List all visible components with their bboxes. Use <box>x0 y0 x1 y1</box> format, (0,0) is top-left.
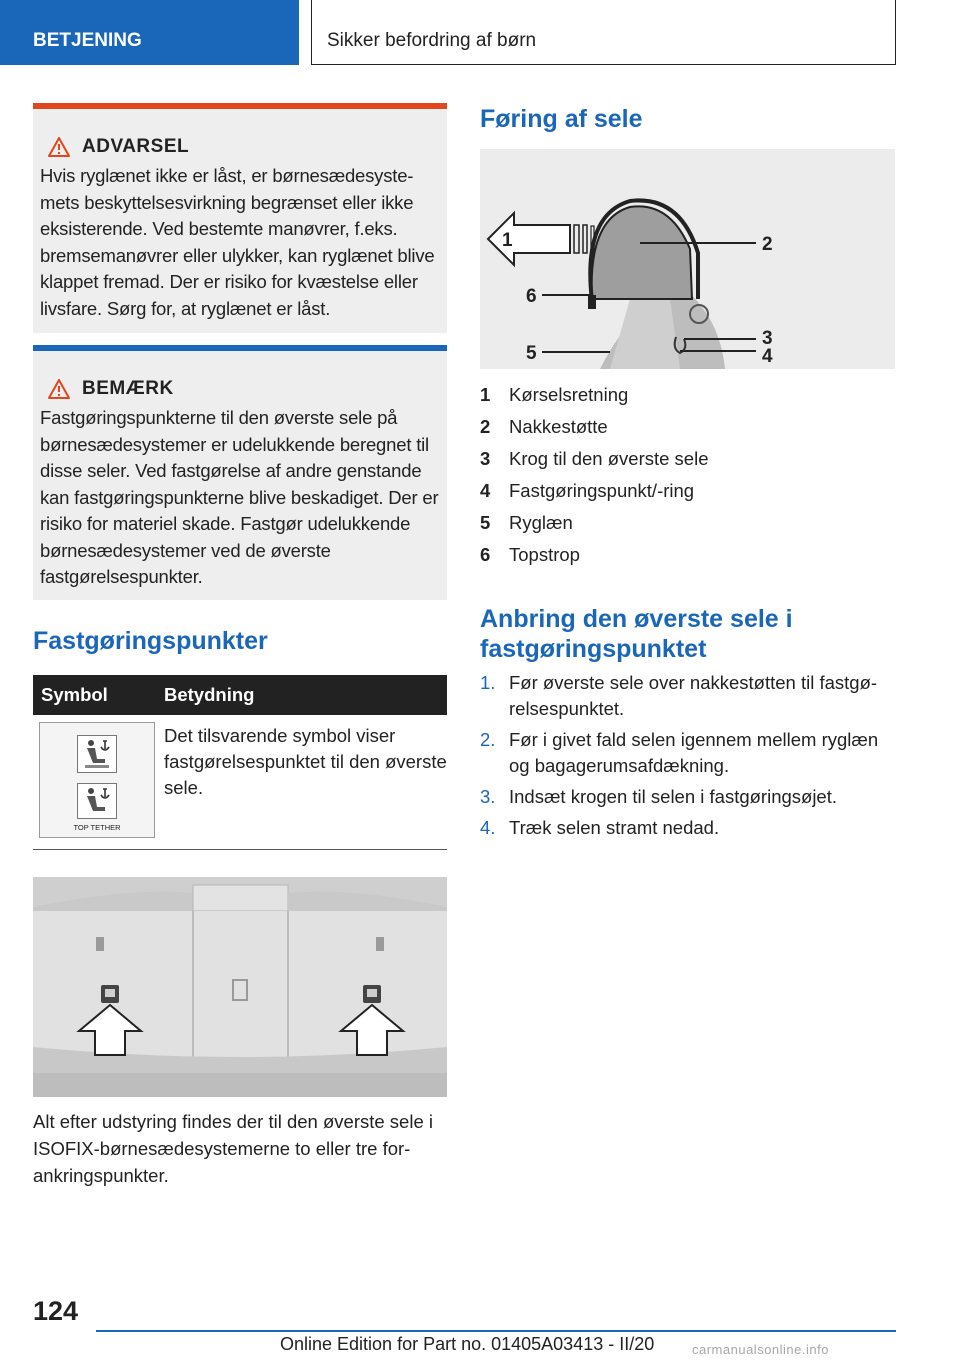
legend-label: Ryglæn <box>509 512 573 533</box>
diagram-label-2: 2 <box>762 234 773 255</box>
warning-title: ADVARSEL <box>82 136 190 157</box>
strap-routing-heading: Føring af sele <box>480 105 643 133</box>
top-tether-label: TOP TETHER <box>73 823 121 832</box>
legend-label: Krog til den øverste sele <box>509 448 709 469</box>
warning-text: Hvis ryglænet ikke er låst, er børnesædesystemets beskyttelsesvirkning begrænset eller ikke eksisterende. Ved bestemte manøvrer, f.eks. bremsemanøvrer eller ulykker, kan ryglænet blive klappet fremad. Der er risiko for kvæstelse eller livsfare. Sørg for, at ryglænet er låst. <box>40 165 435 319</box>
table-header <box>33 675 447 715</box>
chapter-title: Sikker befordring af børn <box>311 0 896 65</box>
edition-text: Online Edition for Part no. 01405A03413 - II/20 <box>280 1334 655 1354</box>
legend-number: 6 <box>480 544 491 565</box>
legend-item <box>480 507 900 539</box>
step-item <box>480 815 900 841</box>
attach-strap-steps <box>480 670 900 846</box>
note-title-row <box>48 377 439 401</box>
legend-item <box>480 379 900 411</box>
step-text: Før øverste sele over nakkestøtten til fastgørelsespunktet. <box>509 672 878 719</box>
attach-strap-heading-line2: fastgøringspunktet <box>480 635 707 663</box>
trunk-backrest-illustration <box>33 877 447 1097</box>
anchor-points-caption: Alt efter udstyring findes der til den øverste sele i ISOFIX-børnesædesystemerne to eller tre forankringspunkter. <box>33 1111 433 1186</box>
legend-item <box>480 475 900 507</box>
diagram-label-4: 4 <box>762 346 773 367</box>
anchor-points-heading: Fastgøringspunkter <box>33 627 268 655</box>
attach-strap-heading-line1: Anbring den øverste sele i <box>480 605 793 633</box>
col-meaning: Betydning <box>164 684 255 705</box>
headrest-tether-illustration <box>480 149 895 369</box>
warning-title-row <box>48 135 439 159</box>
legend-item <box>480 411 900 443</box>
table-row <box>33 715 447 850</box>
diagram-label-1: 1 <box>502 230 513 251</box>
warning-box <box>33 103 447 333</box>
symbol-table <box>33 675 447 850</box>
step-item <box>480 727 900 779</box>
legend-label: Topstrop <box>509 544 580 565</box>
note-text: Fastgøringspunkterne til den øverste sele på børnesædesystemer er udelukkende beregnet til disse seler. Ved fastgørelse af andre genstande kan fastgøringspunkterne blive beskadiget. Der er risiko for materiel skade. Fastgør udelukkende børnesædesystemer ved de øverste fastgørelsespunkter. <box>40 407 439 587</box>
watermark: carmanualsonline.info <box>692 1342 829 1357</box>
child-seat-anchor-icon <box>77 735 117 773</box>
legend-item <box>480 539 900 571</box>
legend-number: 4 <box>480 480 491 501</box>
symbol-cell <box>33 715 155 849</box>
diagram-label-5: 5 <box>526 343 537 364</box>
step-number: 3. <box>480 786 496 807</box>
legend-number: 2 <box>480 416 491 437</box>
legend-label: Nakkestøtte <box>509 416 608 437</box>
note-box <box>33 345 447 600</box>
legend-number: 5 <box>480 512 491 533</box>
step-text: Indsæt krogen til selen i fastgøringsøjet. <box>509 786 838 807</box>
diagram-label-6: 6 <box>526 286 537 307</box>
step-text: Før i givet fald selen igennem mellem ryglæn og bagagerumsafdækning. <box>509 729 879 776</box>
col-symbol: Symbol <box>41 684 108 705</box>
anchor-points-photo <box>33 877 447 1097</box>
section-tab: BETJENING <box>0 0 299 65</box>
legend-label: Kørselsretning <box>509 384 629 405</box>
note-title: BEMÆRK <box>82 378 174 399</box>
step-item <box>480 784 900 810</box>
top-tether-icon <box>77 783 117 819</box>
legend-number: 1 <box>480 384 491 405</box>
step-number: 4. <box>480 817 496 838</box>
step-number: 2. <box>480 729 496 750</box>
caution-triangle-icon <box>48 379 70 399</box>
strap-routing-diagram <box>480 149 895 369</box>
legend-item <box>480 443 900 475</box>
meaning-cell: Det tilsvarende symbol viser fastgørelsespunktet til den øverste sele. <box>164 725 447 798</box>
step-item <box>480 670 900 722</box>
footer-rule <box>96 1330 896 1332</box>
attach-strap-heading <box>480 604 793 664</box>
legend-number: 3 <box>480 448 491 469</box>
symbol-image <box>39 722 155 838</box>
diagram-label-3: 3 <box>762 328 773 349</box>
legend-label: Fastgøringspunkt/-ring <box>509 480 695 501</box>
step-text: Træk selen stramt nedad. <box>509 817 720 838</box>
diagram-legend <box>480 379 900 571</box>
step-number: 1. <box>480 672 496 693</box>
warning-triangle-icon <box>48 137 70 157</box>
page-number: 124 <box>33 1296 79 1326</box>
